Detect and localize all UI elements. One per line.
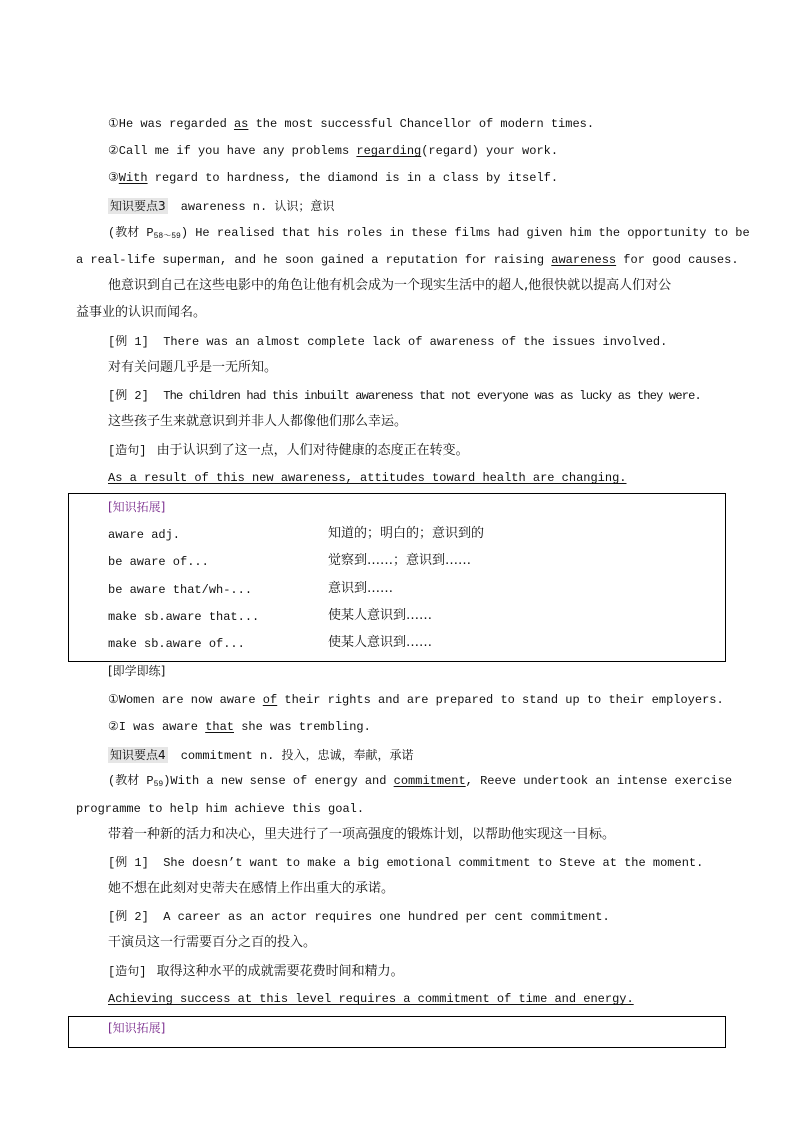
point-tag: 知识要点3 bbox=[110, 199, 166, 213]
point3-make-answer: As a result of this new awareness, attitudes toward health are changing. bbox=[108, 471, 627, 485]
source-ref: (教材 P bbox=[108, 226, 154, 240]
point3-example2-cn: 这些孩子生来就意识到并非人人都像他们那么幸运。 bbox=[108, 414, 408, 429]
point4-make-answer: Achieving success at this level requires a commitment of time and energy. bbox=[108, 992, 634, 1006]
page-subscript: 58～59 bbox=[153, 232, 181, 241]
point3-example2 bbox=[108, 388, 701, 404]
example-label: [例 1] bbox=[108, 856, 149, 870]
extension-title: [知识拓展] bbox=[108, 500, 166, 514]
make-label: [造句] bbox=[108, 965, 147, 979]
page-subscript: 59 bbox=[153, 780, 164, 789]
source-text: a real-life superman, and he soon gained a reputation for raising bbox=[76, 253, 552, 267]
example-label: [例 2] bbox=[108, 910, 149, 924]
point3-example1-cn: 对有关问题几乎是一无所知。 bbox=[108, 360, 278, 375]
answer: as bbox=[233, 117, 249, 131]
example-text: Call me if you have any problems bbox=[118, 144, 357, 158]
point-heading: awareness n. 认识；意识 bbox=[180, 200, 335, 214]
source-ref: (教材 P bbox=[108, 774, 154, 788]
answer: With bbox=[118, 171, 148, 185]
extension-box bbox=[68, 493, 726, 662]
extension-cn-2: 觉察到……；意识到…… bbox=[328, 553, 472, 568]
source-text: for good causes. bbox=[616, 253, 739, 267]
make-cn: 取得这种水平的成就需要花费时间和精力。 bbox=[156, 964, 404, 979]
point3-header bbox=[108, 197, 334, 215]
example-label: [例 2] bbox=[108, 389, 149, 403]
extension-cn-5: 使某人意识到…… bbox=[328, 635, 433, 650]
point4-example1 bbox=[108, 855, 703, 871]
extension-en-2: be aware of... bbox=[108, 555, 209, 569]
item-number: ③ bbox=[108, 171, 119, 185]
item-number: ② bbox=[108, 720, 119, 734]
example-label: [例 1] bbox=[108, 335, 149, 349]
point4-example2 bbox=[108, 909, 610, 925]
point-tag: 知识要点4 bbox=[110, 748, 166, 762]
point3-source-line1 bbox=[108, 225, 750, 245]
practice-text: their rights and are prepared to stand up to their employers. bbox=[277, 693, 724, 707]
make-cn: 由于认识到了这一点，人们对待健康的态度正在转变。 bbox=[156, 443, 469, 458]
extension-en-3: be aware that/wh-... bbox=[108, 583, 253, 597]
practice-item-1 bbox=[108, 692, 724, 708]
practice-text: she was trembling. bbox=[234, 720, 371, 734]
item-number: ① bbox=[108, 693, 119, 707]
example-text: There was an almost complete lack of awareness of the issues involved. bbox=[163, 335, 668, 349]
practice-title: [即学即练] bbox=[108, 664, 166, 678]
extension-en-4: make sb.aware that... bbox=[108, 610, 260, 624]
point3-make-sentence bbox=[108, 441, 469, 459]
point3-example1 bbox=[108, 334, 667, 350]
point4-header bbox=[108, 746, 414, 764]
example-text: The children had this inbuilt awareness that not everyone was as lucky as they were. bbox=[163, 389, 701, 403]
regard-example-3 bbox=[108, 170, 558, 186]
make-label: [造句] bbox=[108, 444, 147, 458]
point4-translation: 带着一种新的活力和决心，里夫进行了一项高强度的锻炼计划，以帮助他实现这一目标。 bbox=[108, 827, 616, 842]
extension-cn-4: 使某人意识到…… bbox=[328, 608, 433, 623]
source-text: , Reeve undertook an intense exercise bbox=[465, 774, 733, 788]
extension-en-1: aware adj. bbox=[108, 528, 181, 542]
example-text: He was regarded bbox=[118, 117, 234, 131]
extension-box-2 bbox=[68, 1016, 726, 1048]
regard-example-2 bbox=[108, 143, 558, 159]
point4-example2-cn: 干演员这一行需要百分之百的投入。 bbox=[108, 935, 317, 950]
answer: that bbox=[205, 720, 234, 734]
extension-en-5: make sb.aware of... bbox=[108, 637, 245, 651]
point4-example1-cn: 她不想在此刻对史蒂夫在感情上作出重大的承诺。 bbox=[108, 881, 395, 896]
example-text: regard to hardness, the diamond is in a class by itself. bbox=[147, 171, 559, 185]
example-text: (regard) your work. bbox=[421, 144, 559, 158]
point4-source-line1 bbox=[108, 773, 732, 793]
example-text: A career as an actor requires one hundred per cent commitment. bbox=[163, 910, 610, 924]
practice-text: I was aware bbox=[118, 720, 206, 734]
item-number: ① bbox=[108, 117, 119, 131]
answer: of bbox=[262, 693, 278, 707]
regard-example-1 bbox=[108, 116, 594, 132]
example-text: She doesn’t want to make a big emotional commitment to Steve at the moment. bbox=[163, 856, 704, 870]
extension-title: [知识拓展] bbox=[108, 1021, 166, 1035]
practice-text: Women are now aware bbox=[118, 693, 263, 707]
point3-source-line2 bbox=[76, 252, 739, 268]
extension-cn-3: 意识到…… bbox=[328, 581, 394, 596]
extension-cn-1: 知道的；明白的；意识到的 bbox=[328, 526, 485, 541]
example-text: the most successful Chancellor of modern times. bbox=[248, 117, 595, 131]
point3-translation-line2: 益事业的认识而闻名。 bbox=[76, 305, 207, 320]
practice-item-2 bbox=[108, 719, 371, 735]
item-number: ② bbox=[108, 144, 119, 158]
point3-translation-line1: 他意识到自己在这些电影中的角色让他有机会成为一个现实生活中的超人,他很快就以提高人们对公 bbox=[108, 278, 672, 293]
point4-make-sentence bbox=[108, 962, 404, 980]
source-text: )With a new sense of energy and bbox=[163, 774, 394, 788]
point-heading: commitment n. 投入，忠诚，奉献，承诺 bbox=[180, 749, 414, 763]
answer: regarding bbox=[356, 144, 422, 158]
source-text: ) He realised that his roles in these films had given him the opportunity to be bbox=[180, 226, 750, 240]
answer: commitment bbox=[393, 774, 466, 788]
point4-source-line2: programme to help him achieve this goal. bbox=[76, 802, 365, 816]
answer: awareness bbox=[551, 253, 617, 267]
